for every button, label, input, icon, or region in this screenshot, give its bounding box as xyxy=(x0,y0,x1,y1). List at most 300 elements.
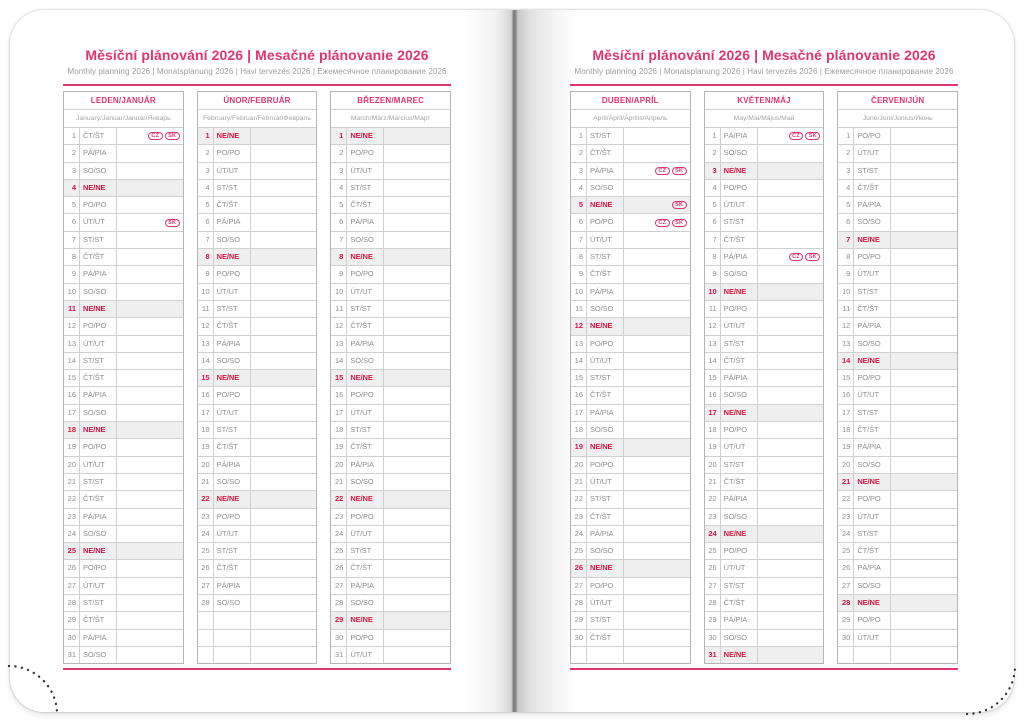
holiday-badge-sk: SK xyxy=(805,132,820,140)
day-name-cell: PO/PO xyxy=(721,301,758,317)
day-row xyxy=(838,594,957,611)
day-name-cell: PÁ/PIA xyxy=(214,457,251,473)
day-number-cell: 27 xyxy=(198,578,214,594)
notes-cell xyxy=(117,145,183,161)
day-name-cell: PO/PO xyxy=(587,578,624,594)
day-row xyxy=(571,248,690,265)
day-row xyxy=(838,577,957,594)
day-name-cell: ÚT/UT xyxy=(347,284,384,300)
day-row xyxy=(198,525,317,542)
day-number-cell: 9 xyxy=(705,266,721,282)
notes-cell xyxy=(117,128,183,144)
day-name-cell: ČT/ŠT xyxy=(347,560,384,576)
month-subtitle: March/März/Március/Март xyxy=(331,109,450,127)
notes-cell xyxy=(251,370,317,386)
day-name-cell: PÁ/PIA xyxy=(80,387,117,403)
notes-cell xyxy=(251,232,317,248)
notes-cell xyxy=(758,387,824,403)
day-number-cell: 18 xyxy=(705,422,721,438)
day-number-cell: 17 xyxy=(64,405,80,421)
day-number-cell: 22 xyxy=(64,491,80,507)
notes-cell xyxy=(624,284,690,300)
notes-cell xyxy=(384,232,450,248)
notes-cell xyxy=(758,630,824,646)
day-number-cell: 2 xyxy=(571,145,587,161)
month-name: KVĚTEN/MÁJ xyxy=(737,96,791,105)
day-row xyxy=(331,231,450,248)
day-row xyxy=(705,421,824,438)
day-row xyxy=(838,352,957,369)
day-row xyxy=(571,386,690,403)
day-number-cell: 2 xyxy=(331,145,347,161)
day-name-cell: ÚT/UT xyxy=(214,405,251,421)
day-number-cell: 15 xyxy=(705,370,721,386)
day-row xyxy=(64,559,183,576)
day-number-cell: 16 xyxy=(331,387,347,403)
day-name-cell: ST/ST xyxy=(80,474,117,490)
notes-cell xyxy=(891,457,957,473)
notes-cell xyxy=(117,180,183,196)
notes-cell xyxy=(117,284,183,300)
day-row xyxy=(838,404,957,421)
notes-cell xyxy=(117,353,183,369)
day-name-cell: NE/NE xyxy=(721,284,758,300)
day-number-cell: 4 xyxy=(331,180,347,196)
day-name-cell: PO/PO xyxy=(854,249,891,265)
notes-cell xyxy=(624,336,690,352)
day-row xyxy=(64,179,183,196)
day-row xyxy=(331,490,450,507)
day-name-cell: SO/SO xyxy=(721,387,758,403)
day-row xyxy=(198,317,317,334)
day-row xyxy=(198,283,317,300)
day-number-cell: 13 xyxy=(64,336,80,352)
day-name-cell: PO/PO xyxy=(80,197,117,213)
day-row xyxy=(331,542,450,559)
day-name-cell: ČT/ŠT xyxy=(214,560,251,576)
day-number-cell: 20 xyxy=(331,457,347,473)
day-number-cell: 25 xyxy=(838,543,854,559)
day-name-cell xyxy=(214,647,251,663)
day-name-cell: NE/NE xyxy=(80,180,117,196)
day-row xyxy=(331,629,450,646)
day-number-cell xyxy=(198,630,214,646)
day-name-cell: NE/NE xyxy=(721,405,758,421)
day-row xyxy=(198,508,317,525)
day-row xyxy=(331,283,450,300)
day-number-cell: 6 xyxy=(198,214,214,230)
day-name-cell: ČT/ŠT xyxy=(854,422,891,438)
notes-cell xyxy=(891,163,957,179)
day-number-cell: 10 xyxy=(198,284,214,300)
day-number-cell: 16 xyxy=(571,387,587,403)
day-name-cell: PÁ/PIA xyxy=(214,214,251,230)
day-name-cell: ČT/ŠT xyxy=(587,266,624,282)
day-row xyxy=(64,352,183,369)
day-row xyxy=(838,421,957,438)
day-name-cell: PO/PO xyxy=(80,318,117,334)
day-row xyxy=(64,577,183,594)
day-row xyxy=(331,127,450,144)
notes-cell xyxy=(891,422,957,438)
day-number-cell: 18 xyxy=(838,422,854,438)
day-name-cell: PÁ/PIA xyxy=(80,145,117,161)
notes-cell xyxy=(384,318,450,334)
day-row xyxy=(64,490,183,507)
day-number-cell: 13 xyxy=(331,336,347,352)
day-row xyxy=(705,646,824,663)
notes-cell xyxy=(891,301,957,317)
day-row xyxy=(331,577,450,594)
day-number-cell xyxy=(198,612,214,628)
day-number-cell: 9 xyxy=(571,266,587,282)
day-number-cell: 29 xyxy=(64,612,80,628)
notes-cell xyxy=(384,197,450,213)
day-number-cell: 2 xyxy=(198,145,214,161)
day-name-cell: PO/PO xyxy=(347,630,384,646)
month-table--nor-febru-r xyxy=(197,91,318,664)
day-row xyxy=(705,179,824,196)
day-number-cell: 5 xyxy=(198,197,214,213)
notes-cell xyxy=(384,336,450,352)
notes-cell xyxy=(624,439,690,455)
day-row xyxy=(331,335,450,352)
day-name-cell: NE/NE xyxy=(214,370,251,386)
day-number-cell: 20 xyxy=(64,457,80,473)
day-row xyxy=(198,231,317,248)
day-name-cell: ČT/ŠT xyxy=(721,353,758,369)
day-number-cell: 23 xyxy=(705,509,721,525)
day-row xyxy=(571,317,690,334)
day-name-cell: SO/SO xyxy=(721,630,758,646)
day-row xyxy=(571,594,690,611)
day-name-cell: SO/SO xyxy=(80,405,117,421)
day-name-cell: SO/SO xyxy=(721,509,758,525)
notes-cell xyxy=(624,491,690,507)
day-name-cell: PO/PO xyxy=(347,387,384,403)
notes-cell xyxy=(891,647,957,663)
day-number-cell: 20 xyxy=(705,457,721,473)
day-row xyxy=(705,335,824,352)
notes-cell xyxy=(384,509,450,525)
day-name-cell: ST/ST xyxy=(721,214,758,230)
day-row xyxy=(331,265,450,282)
left-page xyxy=(10,10,514,712)
notes-cell xyxy=(384,595,450,611)
notes-cell xyxy=(624,197,690,213)
notes-cell xyxy=(384,353,450,369)
day-row xyxy=(838,196,957,213)
day-row xyxy=(64,265,183,282)
day-name-cell: ST/ST xyxy=(80,232,117,248)
day-number-cell: 30 xyxy=(571,630,587,646)
day-row xyxy=(705,196,824,213)
day-name-cell: NE/NE xyxy=(347,128,384,144)
day-name-cell: ST/ST xyxy=(347,543,384,559)
day-row xyxy=(198,144,317,161)
day-number-cell: 12 xyxy=(64,318,80,334)
day-number-cell: 21 xyxy=(571,474,587,490)
day-row xyxy=(571,352,690,369)
day-number-cell: 6 xyxy=(705,214,721,230)
page-subtitle: Monthly planning 2026 | Monatsplanung 2026 | Havi tervezés 2026 | Ежемесячное планирование 2026 xyxy=(67,67,447,76)
day-number-cell: 25 xyxy=(571,543,587,559)
notes-cell xyxy=(891,145,957,161)
day-number-cell xyxy=(838,647,854,663)
day-row xyxy=(705,248,824,265)
day-number-cell: 17 xyxy=(838,405,854,421)
day-name-cell: ST/ST xyxy=(721,578,758,594)
day-row xyxy=(64,127,183,144)
day-name-cell: ÚT/UT xyxy=(587,353,624,369)
notes-cell xyxy=(891,630,957,646)
day-number-cell: 23 xyxy=(64,509,80,525)
notes-cell xyxy=(384,560,450,576)
notes-cell xyxy=(251,197,317,213)
day-row xyxy=(571,629,690,646)
day-name-cell: PÁ/PIA xyxy=(214,578,251,594)
day-name-cell: ČT/ŠT xyxy=(80,249,117,265)
day-number-cell: 9 xyxy=(838,266,854,282)
day-number-cell: 7 xyxy=(571,232,587,248)
day-row xyxy=(331,525,450,542)
day-name-cell: NE/NE xyxy=(587,439,624,455)
day-number-cell: 18 xyxy=(198,422,214,438)
notes-cell xyxy=(117,370,183,386)
day-row xyxy=(571,559,690,576)
month-subtitle: April/April/Április/Апрель xyxy=(571,109,690,127)
day-number-cell: 28 xyxy=(198,595,214,611)
notes-cell xyxy=(624,214,690,230)
notes-cell xyxy=(758,491,824,507)
day-name-cell: ČT/ŠT xyxy=(721,595,758,611)
day-name-cell: ÚT/UT xyxy=(214,284,251,300)
day-number-cell: 19 xyxy=(198,439,214,455)
day-name-cell: SO/SO xyxy=(587,301,624,317)
day-row xyxy=(571,577,690,594)
day-name-cell: ST/ST xyxy=(587,249,624,265)
day-row xyxy=(198,369,317,386)
day-row xyxy=(331,248,450,265)
day-number-cell: 18 xyxy=(331,422,347,438)
day-number-cell: 2 xyxy=(705,145,721,161)
notes-cell xyxy=(117,457,183,473)
day-name-cell: ST/ST xyxy=(721,336,758,352)
day-name-cell: PO/PO xyxy=(347,145,384,161)
day-name-cell: ST/ST xyxy=(854,284,891,300)
notes-cell xyxy=(624,474,690,490)
day-name-cell: NE/NE xyxy=(587,318,624,334)
notes-cell xyxy=(758,249,824,265)
day-row xyxy=(571,508,690,525)
day-row xyxy=(198,335,317,352)
day-number-cell: 14 xyxy=(64,353,80,369)
day-name-cell: ÚT/UT xyxy=(80,336,117,352)
day-name-cell: ST/ST xyxy=(587,612,624,628)
notes-cell xyxy=(117,474,183,490)
notes-cell xyxy=(758,457,824,473)
day-number-cell: 15 xyxy=(198,370,214,386)
notes-cell xyxy=(624,595,690,611)
day-number-cell: 5 xyxy=(331,197,347,213)
notes-cell xyxy=(758,578,824,594)
day-number-cell: 1 xyxy=(705,128,721,144)
day-row xyxy=(838,611,957,628)
day-row xyxy=(838,559,957,576)
notes-cell xyxy=(624,318,690,334)
day-number-cell: 19 xyxy=(64,439,80,455)
notes-cell xyxy=(891,128,957,144)
day-number-cell: 14 xyxy=(838,353,854,369)
day-row xyxy=(198,611,317,628)
day-row xyxy=(571,162,690,179)
day-row xyxy=(705,317,824,334)
day-row xyxy=(838,127,957,144)
notes-cell xyxy=(624,560,690,576)
day-row xyxy=(705,611,824,628)
notes-cell xyxy=(384,543,450,559)
day-number-cell: 30 xyxy=(64,630,80,646)
day-number-cell: 30 xyxy=(705,630,721,646)
day-number-cell xyxy=(198,647,214,663)
day-name-cell: ST/ST xyxy=(347,301,384,317)
day-number-cell: 19 xyxy=(331,439,347,455)
day-name-cell: PO/PO xyxy=(347,266,384,282)
day-name-cell: PO/PO xyxy=(854,612,891,628)
day-number-cell: 14 xyxy=(198,353,214,369)
day-name-cell: PÁ/PIA xyxy=(80,630,117,646)
day-row xyxy=(64,594,183,611)
day-name-cell: PO/PO xyxy=(214,387,251,403)
day-name-cell: NE/NE xyxy=(347,370,384,386)
day-number-cell: 22 xyxy=(571,491,587,507)
holiday-badge-sk: SK xyxy=(165,219,180,227)
day-number-cell: 9 xyxy=(331,266,347,282)
notes-cell xyxy=(891,595,957,611)
day-number-cell: 31 xyxy=(705,647,721,663)
notes-cell xyxy=(624,249,690,265)
day-name-cell: SO/SO xyxy=(721,266,758,282)
notes-cell xyxy=(384,301,450,317)
notes-cell xyxy=(117,595,183,611)
notes-cell xyxy=(758,422,824,438)
day-number-cell: 8 xyxy=(198,249,214,265)
day-number-cell: 2 xyxy=(838,145,854,161)
notes-cell xyxy=(384,405,450,421)
day-row xyxy=(198,629,317,646)
day-row xyxy=(198,265,317,282)
day-name-cell: PO/PO xyxy=(347,509,384,525)
day-number-cell: 1 xyxy=(198,128,214,144)
day-row xyxy=(838,386,957,403)
day-number-cell: 11 xyxy=(705,301,721,317)
day-number-cell: 16 xyxy=(198,387,214,403)
day-row xyxy=(571,646,690,663)
day-number-cell: 11 xyxy=(571,301,587,317)
day-number-cell: 14 xyxy=(705,353,721,369)
day-number-cell: 26 xyxy=(838,560,854,576)
day-name-cell: SO/SO xyxy=(721,145,758,161)
day-name-cell: ČT/ŠT xyxy=(587,509,624,525)
day-name-cell: NE/NE xyxy=(214,128,251,144)
day-row xyxy=(198,421,317,438)
day-number-cell: 13 xyxy=(571,336,587,352)
day-number-cell: 26 xyxy=(571,560,587,576)
day-number-cell: 18 xyxy=(64,422,80,438)
day-number-cell: 1 xyxy=(331,128,347,144)
day-row xyxy=(331,300,450,317)
day-number-cell: 10 xyxy=(331,284,347,300)
day-name-cell: PÁ/PIA xyxy=(721,491,758,507)
day-name-cell: PO/PO xyxy=(854,128,891,144)
day-number-cell: 30 xyxy=(838,630,854,646)
day-number-cell: 7 xyxy=(838,232,854,248)
day-name-cell: ČT/ŠT xyxy=(347,197,384,213)
notes-cell xyxy=(251,163,317,179)
day-number-cell: 21 xyxy=(705,474,721,490)
day-row xyxy=(571,300,690,317)
day-number-cell: 5 xyxy=(64,197,80,213)
month-table--erven-j-n xyxy=(837,91,958,664)
notes-cell xyxy=(117,387,183,403)
day-name-cell: PO/PO xyxy=(854,491,891,507)
notes-cell xyxy=(251,353,317,369)
day-row xyxy=(705,594,824,611)
day-row xyxy=(838,438,957,455)
day-number-cell: 26 xyxy=(64,560,80,576)
day-name-cell: SO/SO xyxy=(854,336,891,352)
day-name-cell: PÁ/PIA xyxy=(721,249,758,265)
notes-cell xyxy=(117,266,183,282)
notes-cell xyxy=(758,526,824,542)
notes-cell xyxy=(251,336,317,352)
day-row xyxy=(64,438,183,455)
day-row xyxy=(571,369,690,386)
day-name-cell: ČT/ŠT xyxy=(80,491,117,507)
holiday-badge-sk: SK xyxy=(165,132,180,140)
notes-cell xyxy=(891,180,957,196)
day-name-cell: PO/PO xyxy=(587,457,624,473)
month-name: ČERVEN/JÚN xyxy=(870,96,925,105)
day-name-cell: ST/ST xyxy=(80,353,117,369)
notes-cell xyxy=(251,491,317,507)
notes-cell xyxy=(117,509,183,525)
day-name-cell: SO/SO xyxy=(347,353,384,369)
day-name-cell: NE/NE xyxy=(721,647,758,663)
day-name-cell: ST/ST xyxy=(587,370,624,386)
day-number-cell: 17 xyxy=(571,405,587,421)
day-row xyxy=(64,369,183,386)
day-row xyxy=(838,473,957,490)
day-row xyxy=(705,213,824,230)
day-name-cell: ČT/ŠT xyxy=(347,318,384,334)
day-row xyxy=(64,317,183,334)
day-name-cell: PO/PO xyxy=(721,422,758,438)
day-name-cell: ST/ST xyxy=(347,422,384,438)
day-name-cell: ST/ST xyxy=(721,457,758,473)
notes-cell xyxy=(624,180,690,196)
notes-cell xyxy=(117,647,183,663)
day-row xyxy=(838,335,957,352)
day-name-cell: PO/PO xyxy=(214,509,251,525)
notes-cell xyxy=(384,266,450,282)
day-name-cell: ÚT/UT xyxy=(347,163,384,179)
day-row xyxy=(64,508,183,525)
day-name-cell: SO/SO xyxy=(854,578,891,594)
day-number-cell: 27 xyxy=(571,578,587,594)
notes-cell xyxy=(758,232,824,248)
notes-cell xyxy=(251,180,317,196)
